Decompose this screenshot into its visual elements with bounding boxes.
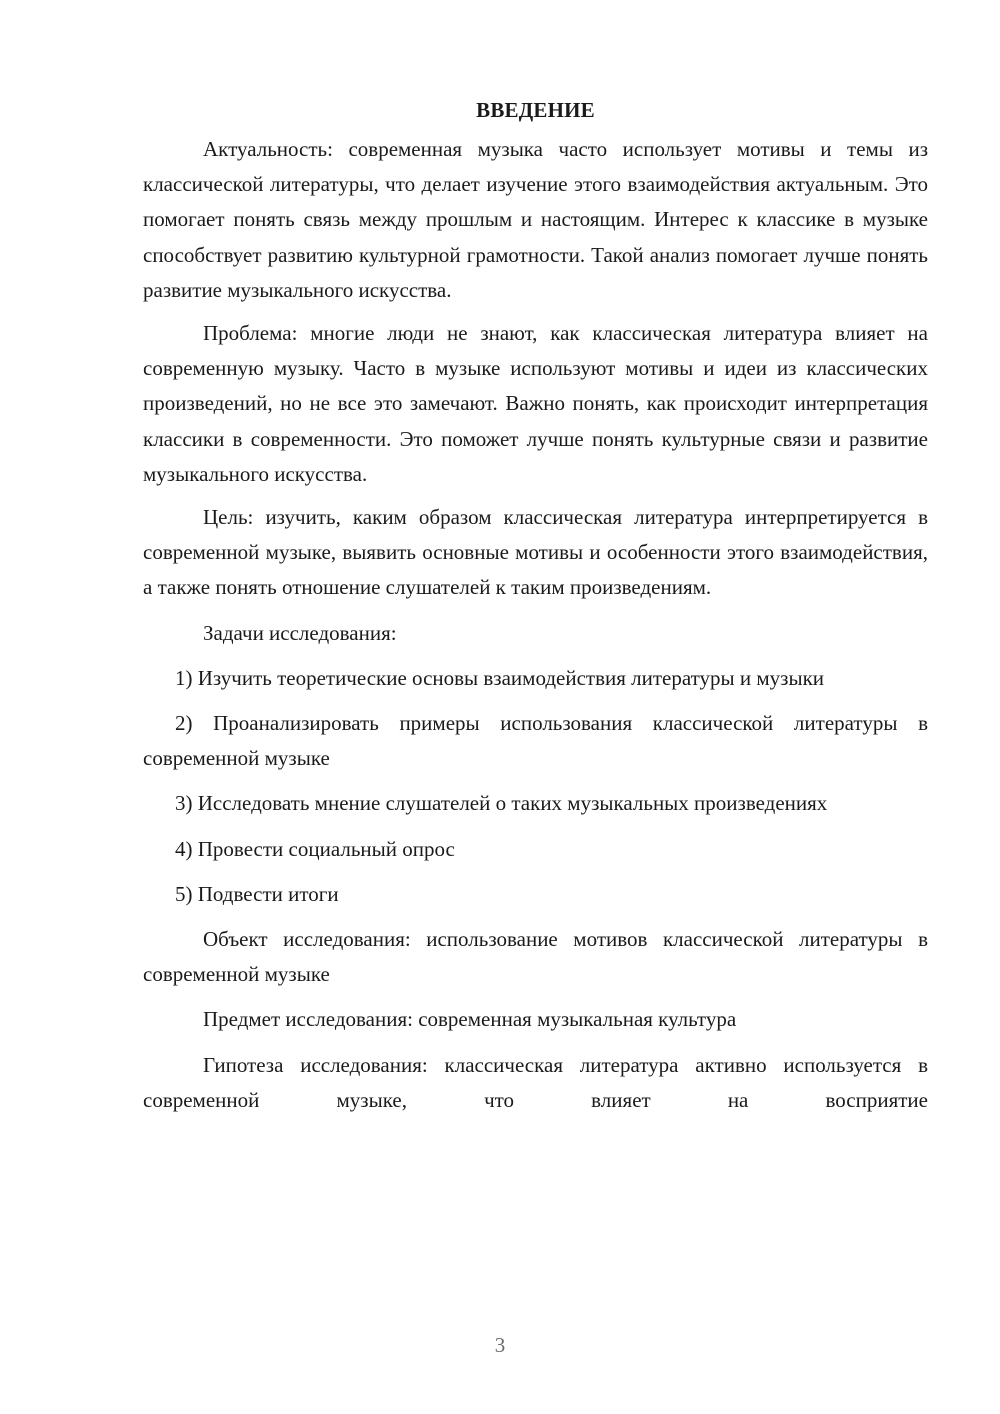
paragraph-relevance: Актуальность: современная музыка часто использует мотивы и темы из классической литературы, что делает изучение этого взаимодействия актуальным. Это помогает понять связь между прошлым и настоящим. Интерес к классике в музыке способствует развитию культурной грамотности. Такой анализ помогает лучше понять развитие музыкального искусства.: [143, 137, 928, 302]
page-number: 3: [494, 1333, 506, 1357]
task-item-2: 2) Проанализировать примеры использования классической литературы в современной музыке: [143, 711, 928, 771]
paragraph-goal: Цель: изучить, каким образом классическая литература интерпретируется в современной музыке, выявить основные мотивы и особенности этого взаимодействия, а также понять отношение слушателей к таким произведениям.: [143, 505, 928, 600]
task-item-1: 1) Изучить теоретические основы взаимодействия литературы и музыки: [175, 665, 825, 690]
task-item-3: 3) Исследовать мнение слушателей о таких музыкальных произведениях: [175, 791, 828, 816]
paragraph-subject: Предмет исследования: современная музыкальная культура: [203, 1007, 737, 1032]
section-title: ВВЕДЕНИЕ: [476, 98, 595, 122]
tasks-list: [143, 661, 928, 912]
task-item-5: 5) Подвести итоги: [175, 881, 339, 906]
paragraph-object: Объект исследования: использование мотивов классической литературы в современной музыке: [143, 927, 928, 987]
paragraph-problem: Проблема: многие люди не знают, как классическая литература влияет на современную музыку. Часто в музыке используют мотивы и идеи из классических произведений, но не все это замечают. Важно понять, как происходит интерпретация классики в современности. Это поможет лучше понять культурные связи и развитие музыкального искусства.: [143, 321, 928, 486]
document-page: [143, 93, 928, 1126]
tasks-heading: Задачи исследования:: [203, 620, 397, 645]
task-item-4: 4) Провести социальный опрос: [175, 836, 455, 861]
paragraph-hypothesis: Гипотеза исследования: классическая литература активно используется в современной музыке, что влияет на восприятие: [143, 1052, 928, 1112]
